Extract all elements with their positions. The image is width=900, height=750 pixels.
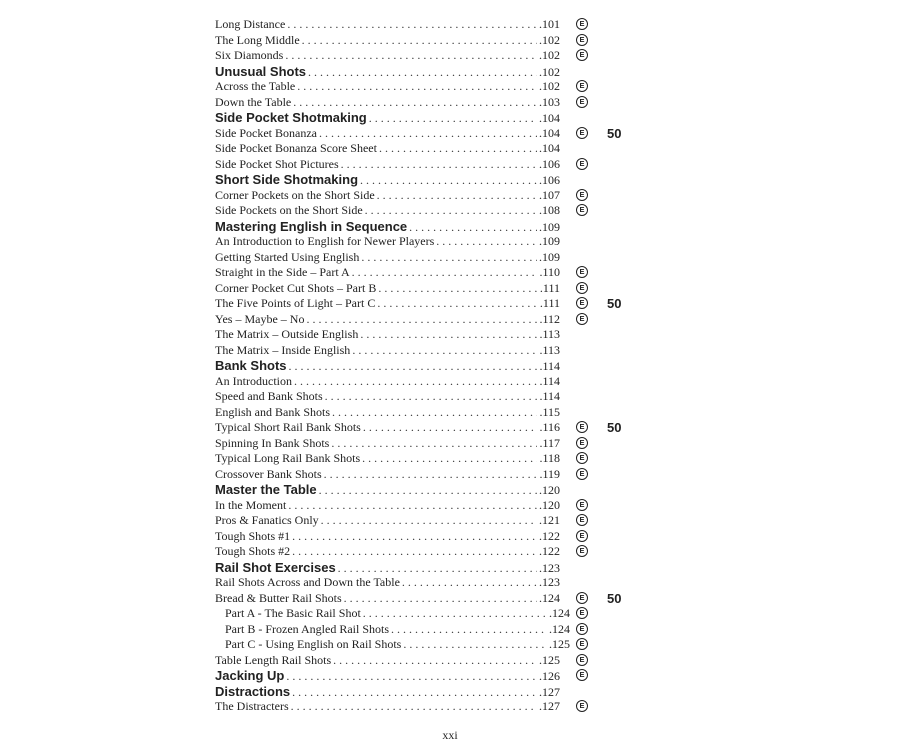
toc-page-number: .113	[539, 327, 560, 341]
toc-page-number: .124	[549, 621, 570, 636]
dot-leader	[360, 173, 537, 189]
toc-entry	[215, 312, 655, 328]
e-circle-icon: E	[576, 49, 588, 61]
toc-entry-line	[215, 544, 560, 560]
dot-leader	[319, 126, 537, 142]
toc-title: Distractions	[215, 683, 291, 699]
toc-entry-line	[215, 250, 560, 266]
toc-entry	[215, 296, 655, 312]
dot-leader	[365, 203, 537, 219]
toc-entry-line	[215, 684, 560, 701]
toc-entry	[215, 48, 655, 64]
toc-entry-line	[215, 420, 560, 436]
e-circle-icon: E	[576, 669, 588, 681]
toc-title: In the Moment	[215, 497, 287, 512]
toc-page-number: .122	[539, 528, 560, 543]
toc-entry-line	[215, 48, 560, 64]
e-circle-icon: E	[576, 189, 588, 201]
toc-title: Part B - Frozen Angled Rail Shots	[225, 621, 389, 636]
toc-title: Tough Shots #1	[215, 528, 291, 543]
toc-title: Bread & Butter Rail Shots	[215, 590, 342, 605]
toc-entry	[215, 188, 655, 204]
toc-page-number: .119	[539, 466, 560, 481]
toc-entry-line	[215, 343, 560, 359]
e-circle-icon: E	[576, 514, 588, 526]
toc-entry-line	[215, 405, 560, 421]
dot-leader	[293, 95, 537, 111]
toc-entry	[215, 141, 655, 157]
toc-page-number: .115	[539, 404, 560, 419]
toc-page-number: .109	[539, 219, 560, 234]
table-of-contents	[215, 17, 655, 715]
toc-entry	[215, 265, 655, 281]
e-circle-icon: E	[576, 607, 588, 619]
dot-leader	[409, 220, 537, 236]
toc-entry-line	[215, 126, 560, 142]
toc-title: English and Bank Shots	[215, 404, 331, 419]
toc-title: Corner Pocket Cut Shots – Part B	[215, 280, 377, 295]
toc-heading	[215, 172, 655, 188]
score-value: 50	[607, 296, 622, 311]
toc-entry	[215, 451, 655, 467]
toc-page-number: .110	[539, 265, 560, 279]
toc-entry	[215, 281, 655, 297]
toc-entry	[215, 95, 655, 111]
dot-leader	[363, 420, 538, 436]
toc-page-number: .102	[539, 48, 560, 62]
toc-title: Corner Pockets on the Short Side	[215, 187, 375, 202]
e-circle-icon: E	[576, 437, 588, 449]
dot-leader	[287, 17, 537, 33]
dot-leader	[341, 157, 537, 173]
score-value: 50	[607, 125, 622, 141]
e-circle-icon: E	[576, 18, 588, 30]
dot-leader	[286, 669, 537, 685]
toc-title: Side Pocket Bonanza Score Sheet	[215, 141, 377, 155]
dot-leader	[344, 591, 537, 607]
toc-title: The Distracters	[215, 699, 289, 713]
toc-entry-line	[215, 188, 560, 204]
e-circle-icon: E	[576, 282, 588, 294]
toc-entry-line	[215, 95, 560, 111]
toc-page-number: .120	[539, 483, 560, 497]
toc-page-number: .123	[539, 560, 560, 575]
toc-entry	[215, 606, 655, 622]
e-circle-icon: E	[576, 623, 588, 635]
dot-leader	[391, 622, 547, 638]
toc-entry-line	[215, 482, 560, 499]
toc-entry-line	[215, 110, 560, 127]
toc-page-number: .104	[539, 111, 560, 125]
toc-title: Side Pocket Shot Pictures	[215, 156, 339, 171]
e-circle-icon: E	[576, 313, 588, 325]
toc-page-number: .106	[539, 156, 560, 171]
dot-leader	[288, 498, 537, 514]
toc-heading	[215, 668, 655, 684]
toc-title: Pros & Fanatics Only	[215, 513, 319, 527]
toc-heading	[215, 110, 655, 126]
e-circle-icon: E	[576, 530, 588, 542]
e-circle-icon: E	[576, 700, 588, 712]
toc-page-number: .102	[539, 79, 560, 93]
toc-entry-line	[215, 281, 560, 297]
toc-page-number: .124	[539, 590, 560, 605]
toc-entry	[215, 79, 655, 95]
toc-heading	[215, 684, 655, 700]
toc-page-number: .121	[539, 513, 560, 527]
e-circle-icon: E	[576, 266, 588, 278]
toc-title: The Five Points of Light – Part C	[215, 296, 376, 310]
toc-title: The Matrix – Outside English	[215, 327, 359, 341]
e-circle-icon: E	[576, 127, 588, 139]
toc-heading	[215, 219, 655, 235]
score-value: 50	[607, 590, 622, 606]
toc-page-number: .104	[539, 141, 560, 155]
toc-page-number: .127	[539, 699, 560, 713]
toc-entry-line	[215, 234, 560, 250]
toc-entry-line	[215, 436, 560, 452]
toc-entry-line	[215, 296, 560, 312]
toc-entry-line	[215, 467, 560, 483]
toc-title: An Introduction	[215, 373, 292, 388]
e-circle-icon: E	[576, 80, 588, 92]
e-circle-icon: E	[576, 452, 588, 464]
toc-entry-line	[215, 358, 560, 375]
e-circle-icon: E	[576, 96, 588, 108]
toc-title: Unusual Shots	[215, 63, 307, 79]
dot-leader	[294, 374, 537, 390]
dot-leader	[319, 483, 537, 499]
toc-entry-line	[215, 529, 560, 545]
dot-leader	[291, 699, 537, 715]
toc-page-number: .118	[539, 451, 560, 465]
toc-page-number: .107	[539, 187, 560, 202]
toc-page-number: .125	[539, 652, 560, 667]
toc-title: Jacking Up	[215, 668, 285, 683]
toc-entry-line	[215, 498, 560, 514]
dot-leader	[289, 359, 538, 375]
e-circle-icon: E	[576, 654, 588, 666]
toc-page-number: .109	[539, 249, 560, 264]
toc-title: Long Distance	[215, 17, 286, 31]
dot-leader	[369, 111, 537, 127]
toc-entry	[215, 33, 655, 49]
toc-entry-line	[215, 668, 560, 685]
page-number: xxi	[442, 728, 458, 742]
toc-entry	[215, 126, 655, 142]
toc-heading	[215, 560, 655, 576]
toc-page-number: .113	[539, 342, 560, 357]
toc-entry	[215, 467, 655, 483]
dot-leader	[292, 544, 537, 560]
toc-entry-line	[215, 172, 560, 189]
toc-title: Master the Table	[215, 482, 317, 497]
toc-entry	[215, 343, 655, 359]
toc-title: Six Diamonds	[215, 48, 284, 62]
toc-title: The Matrix – Inside English	[215, 342, 351, 357]
dot-leader	[285, 48, 537, 64]
toc-entry	[215, 420, 655, 436]
toc-entry-line	[215, 79, 560, 95]
toc-entry-line	[215, 389, 560, 405]
toc-entry	[215, 374, 655, 390]
toc-entry-line	[215, 513, 560, 529]
toc-page-number: .120	[539, 497, 560, 512]
toc-entry-line	[215, 203, 560, 219]
dot-leader	[333, 653, 537, 669]
e-circle-icon: E	[576, 545, 588, 557]
toc-page-number: .114	[539, 359, 560, 373]
score-value: 50	[607, 420, 622, 435]
toc-entry-line	[215, 327, 560, 343]
toc-page-number: .104	[539, 125, 560, 140]
toc-title: Down the Table	[215, 94, 292, 109]
toc-entry	[215, 544, 655, 560]
toc-title: Typical Short Rail Bank Shots	[215, 420, 361, 434]
toc-entry	[215, 203, 655, 219]
dot-leader	[324, 467, 538, 483]
toc-page-number: .126	[539, 669, 560, 683]
toc-page-number: .111	[539, 280, 560, 295]
toc-entry-line	[215, 699, 560, 715]
dot-leader	[331, 436, 537, 452]
toc-page-number: .106	[539, 173, 560, 187]
dot-leader	[378, 281, 538, 297]
toc-entry-line	[215, 591, 560, 607]
toc-entry-line	[215, 622, 570, 638]
toc-entry	[215, 250, 655, 266]
e-circle-icon: E	[576, 34, 588, 46]
dot-leader	[352, 265, 538, 281]
e-circle-icon: E	[576, 421, 588, 433]
toc-entry-line	[215, 575, 560, 591]
toc-page-number: .101	[539, 17, 560, 31]
toc-page-number: .124	[549, 606, 570, 620]
dot-leader	[352, 343, 537, 359]
toc-entry	[215, 529, 655, 545]
toc-title: Rail Shots Across and Down the Table	[215, 575, 400, 589]
e-circle-icon: E	[576, 638, 588, 650]
dot-leader	[292, 529, 537, 545]
dot-leader	[402, 575, 537, 591]
toc-heading	[215, 64, 655, 80]
toc-page-number: .117	[539, 435, 560, 450]
toc-entry-line	[215, 606, 570, 622]
toc-entry	[215, 327, 655, 343]
toc-page-number: .116	[539, 420, 560, 434]
toc-entry	[215, 699, 655, 715]
dot-leader	[377, 188, 537, 204]
toc-page-number: .108	[539, 203, 560, 217]
toc-heading	[215, 482, 655, 498]
toc-entry	[215, 234, 655, 250]
toc-title: Table Length Rail Shots	[215, 652, 332, 667]
dot-leader	[308, 65, 537, 81]
dot-leader	[361, 250, 537, 266]
dot-leader	[332, 405, 537, 421]
toc-entry	[215, 405, 655, 421]
dot-leader	[338, 561, 537, 577]
toc-page-number: .109	[539, 234, 560, 248]
toc-page-number: .122	[539, 544, 560, 558]
toc-page-number: .102	[539, 32, 560, 47]
toc-entry	[215, 637, 655, 653]
toc-entry-line	[215, 312, 560, 328]
dot-leader	[363, 606, 547, 622]
toc-entry-line	[215, 653, 560, 669]
e-circle-icon: E	[576, 499, 588, 511]
toc-title: Crossover Bank Shots	[215, 466, 322, 481]
toc-title: Mastering English in Sequence	[215, 218, 408, 234]
dot-leader	[403, 637, 547, 653]
toc-page-number: .127	[539, 684, 560, 699]
e-circle-icon: E	[576, 158, 588, 170]
toc-page-number: .102	[539, 64, 560, 79]
toc-entry	[215, 591, 655, 607]
toc-page-number: .112	[539, 311, 560, 326]
toc-title: Side Pocket Shotmaking	[215, 110, 367, 125]
toc-title: Bank Shots	[215, 358, 287, 373]
toc-title: Yes – Maybe – No	[215, 311, 305, 326]
toc-page-number: .103	[539, 94, 560, 109]
toc-entry-line	[215, 374, 560, 390]
dot-leader	[436, 234, 537, 250]
toc-page-number: .114	[539, 373, 560, 388]
toc-entry	[215, 513, 655, 529]
dot-leader	[306, 312, 537, 328]
toc-title: An Introduction to English for Newer Players	[215, 234, 435, 248]
toc-entry-line	[215, 265, 560, 281]
toc-title: Typical Long Rail Bank Shots	[215, 451, 361, 465]
toc-entry	[215, 157, 655, 173]
toc-page-number: .111	[539, 296, 560, 310]
toc-entry	[215, 622, 655, 638]
toc-entry	[215, 575, 655, 591]
toc-entry	[215, 498, 655, 514]
toc-title: Tough Shots #2	[215, 544, 291, 558]
toc-entry-line	[215, 637, 570, 653]
e-circle-icon: E	[576, 468, 588, 480]
toc-heading	[215, 358, 655, 374]
toc-title: Across the Table	[215, 79, 296, 93]
toc-entry	[215, 389, 655, 405]
toc-title: The Long Middle	[215, 32, 300, 47]
dot-leader	[377, 296, 538, 312]
toc-entry-line	[215, 219, 560, 236]
toc-page-number: .125	[549, 637, 570, 651]
toc-entry-line	[215, 17, 560, 33]
toc-title: Getting Started Using English	[215, 249, 360, 264]
dot-leader	[325, 389, 538, 405]
dot-leader	[297, 79, 537, 95]
toc-entry-line	[215, 451, 560, 467]
toc-entry	[215, 17, 655, 33]
toc-entry-line	[215, 33, 560, 49]
toc-entry-line	[215, 560, 560, 577]
e-circle-icon: E	[576, 204, 588, 216]
dot-leader	[362, 451, 537, 467]
toc-page-number: .114	[539, 389, 560, 403]
toc-title: Short Side Shotmaking	[215, 172, 359, 187]
dot-leader	[360, 327, 537, 343]
toc-title: Spinning In Bank Shots	[215, 435, 330, 450]
e-circle-icon: E	[576, 297, 588, 309]
toc-title: Part A - The Basic Rail Shot	[225, 606, 361, 620]
toc-title: Speed and Bank Shots	[215, 389, 323, 403]
toc-title: Side Pocket Bonanza	[215, 125, 317, 140]
dot-leader	[321, 513, 537, 529]
toc-entry-line	[215, 157, 560, 173]
toc-entry-line	[215, 64, 560, 81]
dot-leader	[379, 141, 537, 157]
toc-entry-line	[215, 141, 560, 157]
toc-title: Rail Shot Exercises	[215, 559, 336, 575]
toc-title: Side Pockets on the Short Side	[215, 203, 363, 217]
toc-title: Part C - Using English on Rail Shots	[225, 637, 402, 651]
e-circle-icon: E	[576, 592, 588, 604]
toc-entry	[215, 653, 655, 669]
dot-leader	[292, 685, 537, 701]
toc-entry	[215, 436, 655, 452]
dot-leader	[302, 33, 537, 49]
toc-page-number: .123	[539, 575, 560, 589]
toc-title: Straight in the Side – Part A	[215, 265, 350, 279]
